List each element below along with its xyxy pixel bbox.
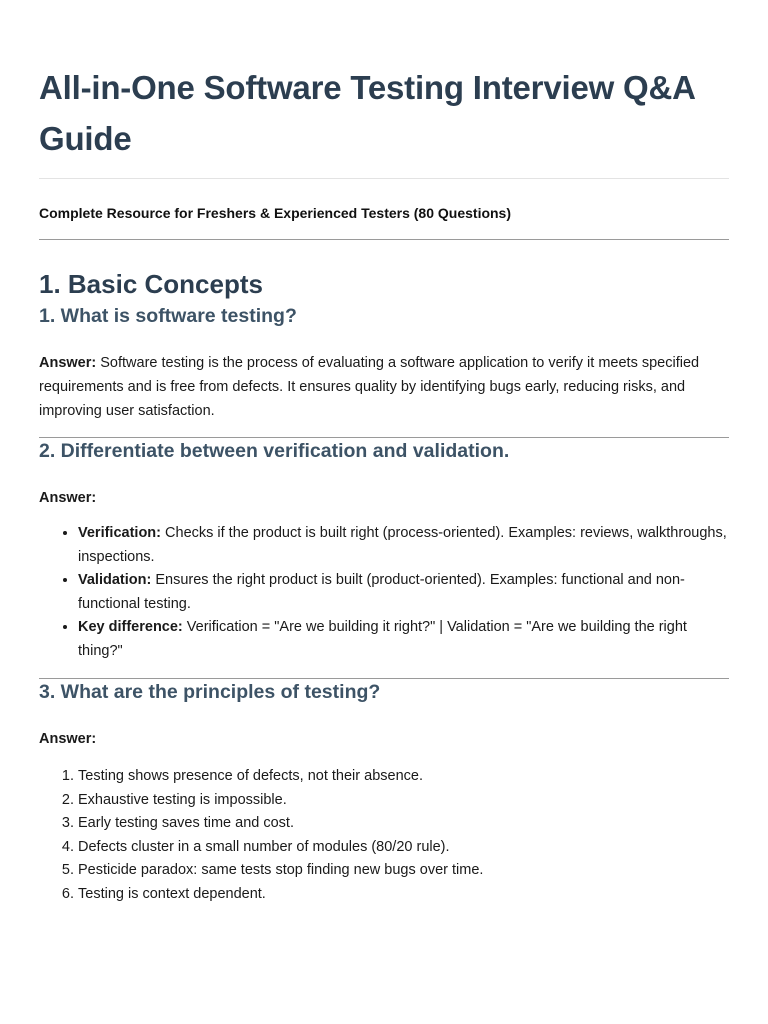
- bullet-text: Ensures the right product is built (product-oriented). Examples: functional and non-functional testing.: [78, 572, 685, 612]
- section-title: 1. Basic Concepts: [39, 269, 263, 299]
- bullet-term: Key difference:: [78, 619, 183, 635]
- list-item: 1. Testing shows presence of defects, not their absence.: [78, 765, 729, 789]
- bullet-text: Verification = "Are we building it right?" | Validation = "Are we building the right thing?": [78, 619, 687, 659]
- answer-label: Answer:: [39, 731, 97, 747]
- answer-text: Software testing is the process of evaluating a software application to verify it meets specified requirements and is free from defects. It ensures quality by identifying bugs early, reducing risks, and improving user satisfaction.: [39, 355, 700, 419]
- answer-label: Answer:: [39, 490, 97, 506]
- list-item: 6. Testing is context dependent.: [78, 883, 729, 907]
- question-1-answer: [39, 351, 729, 423]
- subtitle-divider: [39, 239, 729, 240]
- bullet-term: Validation:: [78, 572, 152, 588]
- bullet-term: Verification:: [78, 525, 161, 541]
- document-title: All-in-One Software Testing Interview Q&A Guide: [39, 69, 695, 157]
- list-item: 4. Defects cluster in a small number of modules (80/20 rule).: [78, 836, 729, 860]
- answer-label: Answer:: [39, 355, 97, 371]
- document-subtitle: Complete Resource for Freshers & Experienced Testers (80 Questions): [39, 205, 512, 221]
- question-3-title: 3. What are the principles of testing?: [39, 681, 381, 703]
- question-1-title: 1. What is software testing?: [39, 305, 297, 327]
- list-item: [78, 569, 729, 616]
- question-2-bullet-list: [39, 522, 729, 663]
- bullet-text: Checks if the product is built right (process-oriented). Examples: reviews, walkthroughs, inspections.: [78, 525, 727, 565]
- question-3-numbered-list: [39, 765, 729, 906]
- list-item: 2. Exhaustive testing is impossible.: [78, 789, 729, 813]
- question-2-title: 2. Differentiate between verification and validation.: [39, 440, 510, 462]
- title-divider: [39, 178, 729, 179]
- list-item: 3. Early testing saves time and cost.: [78, 812, 729, 836]
- list-item: 5. Pesticide paradox: same tests stop finding new bugs over time.: [78, 859, 729, 883]
- list-item: [78, 616, 729, 663]
- list-item: [78, 522, 729, 569]
